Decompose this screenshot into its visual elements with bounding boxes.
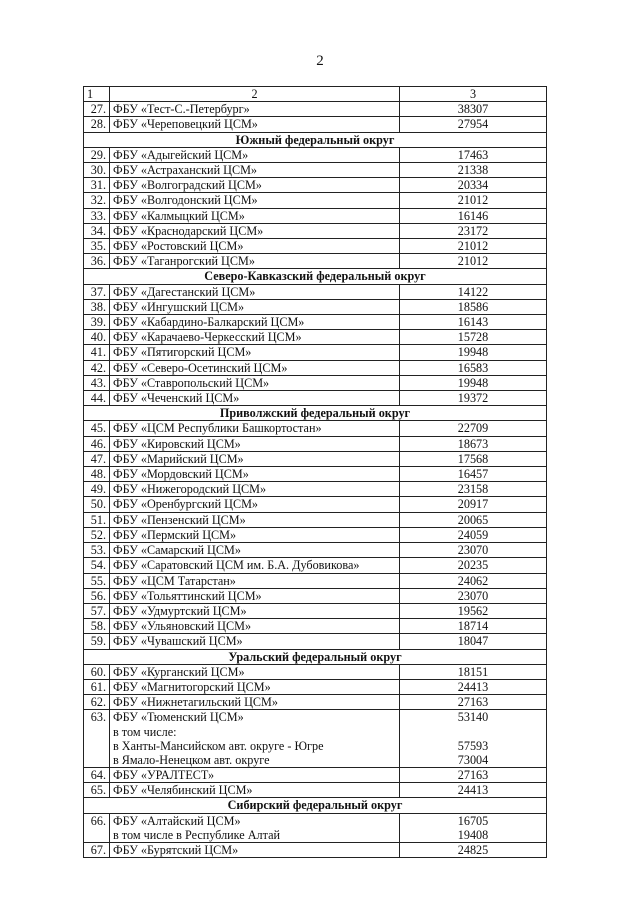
organization-name-line: ФБУ «Волгодонский ЦСМ» <box>113 193 258 208</box>
row-number: 42. <box>84 360 110 375</box>
value-cell <box>400 813 547 842</box>
organization-name-line: ФБУ «Адыгейский ЦСМ» <box>113 147 249 162</box>
table-row <box>84 239 547 254</box>
table-row <box>84 254 547 269</box>
row-number: 48. <box>84 467 110 482</box>
value-line: 21012 <box>457 193 489 208</box>
organization-cell <box>110 543 400 558</box>
organization-name-line: ФБУ «Марийский ЦСМ» <box>113 451 244 466</box>
value-line: 18586 <box>457 299 489 314</box>
page-number: 2 <box>316 53 324 69</box>
organization-name-line: ФБУ «Тольяттинский ЦСМ» <box>113 588 262 603</box>
value-cell <box>400 360 547 375</box>
value-line: 53140 <box>457 710 489 725</box>
table-row <box>84 223 547 238</box>
organization-name-line: ФБУ «Дагестанский ЦСМ» <box>113 284 256 299</box>
value-line: 16457 <box>457 467 489 482</box>
row-number: 58. <box>84 619 110 634</box>
value-line: 17463 <box>457 147 489 162</box>
row-number: 35. <box>84 239 110 254</box>
row-number: 43. <box>84 375 110 390</box>
section-header-row <box>84 406 547 421</box>
organization-cell <box>110 178 400 193</box>
value-line: 23172 <box>457 223 489 238</box>
table-row <box>84 783 547 798</box>
organization-cell <box>110 588 400 603</box>
table-row <box>84 147 547 162</box>
section-header-row <box>84 649 547 664</box>
row-number: 32. <box>84 193 110 208</box>
organization-name-line: ФБУ «ЦСМ Республики Башкортостан» <box>113 421 322 436</box>
value-cell <box>400 634 547 649</box>
value-line: 16705 <box>457 813 489 828</box>
row-number: 55. <box>84 573 110 588</box>
organization-cell <box>110 573 400 588</box>
value-line: 19948 <box>457 345 489 360</box>
value-cell <box>400 223 547 238</box>
table-row <box>84 512 547 527</box>
organization-name-line: ФБУ «Краснодарский ЦСМ» <box>113 223 264 238</box>
table-row <box>84 360 547 375</box>
organization-cell <box>110 497 400 512</box>
table-row <box>84 482 547 497</box>
value-line: 18673 <box>457 436 489 451</box>
value-line: 21012 <box>457 254 489 269</box>
value-cell <box>400 208 547 223</box>
organization-cell <box>110 299 400 314</box>
organization-cell <box>110 512 400 527</box>
organization-name-line: ФБУ «Ростовский ЦСМ» <box>113 239 244 254</box>
value-line: 23070 <box>457 588 489 603</box>
row-number: 30. <box>84 163 110 178</box>
table-row <box>84 345 547 360</box>
row-number: 66. <box>84 813 110 842</box>
organization-name-line: ФБУ «Карачаево-Черкесский ЦСМ» <box>113 330 302 345</box>
value-line: 21012 <box>457 239 489 254</box>
value-line: 19372 <box>457 391 489 406</box>
value-line: 23070 <box>457 543 489 558</box>
table-row <box>84 315 547 330</box>
value-line: 27954 <box>457 117 489 132</box>
table-row <box>84 813 547 842</box>
table-row <box>84 843 547 858</box>
organization-name-line: ФБУ «Оренбургский ЦСМ» <box>113 497 258 512</box>
organization-cell <box>110 619 400 634</box>
table-row <box>84 558 547 573</box>
value-line: 24825 <box>457 843 489 858</box>
value-cell <box>400 710 547 768</box>
organization-cell <box>110 451 400 466</box>
organization-name-line: ФБУ «Ульяновский ЦСМ» <box>113 619 252 634</box>
table-row <box>84 619 547 634</box>
section-header-row <box>84 132 547 147</box>
row-number: 29. <box>84 147 110 162</box>
value-cell <box>400 527 547 542</box>
value-cell <box>400 284 547 299</box>
organization-name-line: ФБУ «Кировский ЦСМ» <box>113 436 241 451</box>
table-row <box>84 436 547 451</box>
row-number: 37. <box>84 284 110 299</box>
value-line: 21338 <box>457 163 489 178</box>
row-number: 64. <box>84 768 110 783</box>
table-header-row <box>84 87 547 102</box>
tariff-table <box>83 86 547 858</box>
value-cell <box>400 783 547 798</box>
header-col-2: 2 <box>110 87 400 102</box>
organization-cell <box>110 482 400 497</box>
value-line: 20235 <box>457 558 489 573</box>
organization-name-line: ФБУ «Магнитогорский ЦСМ» <box>113 679 271 694</box>
row-number: 28. <box>84 117 110 132</box>
value-line: 20334 <box>457 178 489 193</box>
value-cell <box>400 497 547 512</box>
row-number: 65. <box>84 783 110 798</box>
value-cell <box>400 543 547 558</box>
organization-name-line: ФБУ «Тест-С.-Петербург» <box>113 102 250 117</box>
value-cell <box>400 619 547 634</box>
section-title: Сибирский федеральный округ <box>84 798 547 813</box>
value-cell <box>400 117 547 132</box>
value-line: 18714 <box>457 619 489 634</box>
table-row <box>84 421 547 436</box>
value-line: 27163 <box>457 768 489 783</box>
row-number: 61. <box>84 679 110 694</box>
organization-cell <box>110 360 400 375</box>
organization-cell <box>110 147 400 162</box>
organization-cell <box>110 634 400 649</box>
row-number: 44. <box>84 391 110 406</box>
table-row <box>84 768 547 783</box>
value-line: 16146 <box>457 208 489 223</box>
row-number: 50. <box>84 497 110 512</box>
value-cell <box>400 391 547 406</box>
value-cell <box>400 375 547 390</box>
section-title: Северо-Кавказский федеральный округ <box>84 269 547 284</box>
organization-cell <box>110 679 400 694</box>
organization-cell <box>110 284 400 299</box>
value-cell <box>400 193 547 208</box>
organization-name-line: в Ямало-Ненецком авт. округе <box>113 752 270 767</box>
table-row <box>84 679 547 694</box>
value-cell <box>400 163 547 178</box>
table-row <box>84 451 547 466</box>
organization-name-line: ФБУ «Курганский ЦСМ» <box>113 664 245 679</box>
value-line: 73004 <box>457 752 489 767</box>
table-row <box>84 527 547 542</box>
organization-cell <box>110 558 400 573</box>
organization-name-line: ФБУ «Удмуртский ЦСМ» <box>113 603 247 618</box>
organization-name-line: ФБУ «Волгоградский ЦСМ» <box>113 178 262 193</box>
value-cell <box>400 102 547 117</box>
organization-name-line: ФБУ «Пермский ЦСМ» <box>113 527 237 542</box>
organization-name-line: ФБУ «Алтайский ЦСМ» <box>113 813 241 828</box>
header-col-3: 3 <box>400 87 547 102</box>
value-cell <box>400 467 547 482</box>
row-number: 56. <box>84 588 110 603</box>
value-line: 19408 <box>457 827 489 842</box>
organization-cell <box>110 117 400 132</box>
value-line: 57593 <box>457 738 489 753</box>
organization-name-line: ФБУ «Таганрогский ЦСМ» <box>113 254 255 269</box>
organization-cell <box>110 391 400 406</box>
organization-name-line: в том числе в Республике Алтай <box>113 827 281 842</box>
table-row <box>84 588 547 603</box>
organization-name-line: ФБУ «Череповецкий ЦСМ» <box>113 117 258 132</box>
table-row <box>84 178 547 193</box>
table-row <box>84 664 547 679</box>
table-row <box>84 163 547 178</box>
value-line: 17568 <box>457 451 489 466</box>
organization-cell <box>110 527 400 542</box>
organization-cell <box>110 813 400 842</box>
table-row <box>84 375 547 390</box>
value-cell <box>400 254 547 269</box>
organization-name-line: ФБУ «Пензенский ЦСМ» <box>113 512 246 527</box>
value-cell <box>400 299 547 314</box>
row-number: 51. <box>84 512 110 527</box>
row-number: 46. <box>84 436 110 451</box>
table-row <box>84 284 547 299</box>
section-title: Южный федеральный округ <box>84 132 547 147</box>
organization-name-line: ФБУ «Северо-Осетинский ЦСМ» <box>113 360 288 375</box>
value-cell <box>400 679 547 694</box>
organization-name-line: ФБУ «Чувашский ЦСМ» <box>113 634 243 649</box>
value-line <box>403 725 543 739</box>
organization-cell <box>110 345 400 360</box>
value-cell <box>400 330 547 345</box>
organization-name-line: ФБУ «Пятигорский ЦСМ» <box>113 345 252 360</box>
row-number: 47. <box>84 451 110 466</box>
value-cell <box>400 345 547 360</box>
value-cell <box>400 178 547 193</box>
value-line: 19562 <box>457 603 489 618</box>
row-number: 34. <box>84 223 110 238</box>
row-number: 62. <box>84 695 110 710</box>
organization-name-line: ФБУ «Челябинский ЦСМ» <box>113 783 253 798</box>
value-cell <box>400 421 547 436</box>
row-number: 53. <box>84 543 110 558</box>
table-row <box>84 603 547 618</box>
organization-name-line: ФБУ «ЦСМ Татарстан» <box>113 573 236 588</box>
value-cell <box>400 558 547 573</box>
organization-cell <box>110 330 400 345</box>
row-number: 54. <box>84 558 110 573</box>
table-row <box>84 330 547 345</box>
organization-cell <box>110 163 400 178</box>
value-cell <box>400 695 547 710</box>
value-line: 24062 <box>457 573 489 588</box>
row-number: 52. <box>84 527 110 542</box>
organization-cell <box>110 436 400 451</box>
organization-cell <box>110 710 400 768</box>
organization-cell <box>110 239 400 254</box>
value-line: 38307 <box>457 102 489 117</box>
organization-cell <box>110 375 400 390</box>
organization-name-line: ФБУ «Саратовский ЦСМ им. Б.А. Дубовикова» <box>113 558 360 573</box>
value-cell <box>400 843 547 858</box>
value-cell <box>400 239 547 254</box>
row-number: 40. <box>84 330 110 345</box>
value-cell <box>400 664 547 679</box>
organization-name-line: ФБУ «Астраханский ЦСМ» <box>113 163 257 178</box>
table-row <box>84 467 547 482</box>
value-line: 14122 <box>457 284 489 299</box>
organization-name-line: ФБУ «УРАЛТЕСТ» <box>113 768 215 783</box>
organization-name-line: ФБУ «Тюменский ЦСМ» <box>113 710 244 725</box>
table-row <box>84 208 547 223</box>
value-cell <box>400 768 547 783</box>
table-row <box>84 573 547 588</box>
organization-name-line: ФБУ «Чеченский ЦСМ» <box>113 391 240 406</box>
value-cell <box>400 315 547 330</box>
organization-name-line: ФБУ «Калмыцкий ЦСМ» <box>113 208 245 223</box>
row-number: 49. <box>84 482 110 497</box>
value-cell <box>400 451 547 466</box>
table-row <box>84 299 547 314</box>
row-number: 27. <box>84 102 110 117</box>
organization-name-line: в том числе: <box>113 724 177 739</box>
organization-name-line: в Ханты-Мансийском авт. округе - Югре <box>113 738 324 753</box>
table-row <box>84 634 547 649</box>
row-number: 60. <box>84 664 110 679</box>
organization-name-line: ФБУ «Кабардино-Балкарский ЦСМ» <box>113 315 305 330</box>
row-number: 36. <box>84 254 110 269</box>
value-cell <box>400 147 547 162</box>
organization-name-line: ФБУ «Самарский ЦСМ» <box>113 543 241 558</box>
table-row <box>84 102 547 117</box>
organization-cell <box>110 843 400 858</box>
value-line: 24059 <box>457 527 489 542</box>
value-line: 27163 <box>457 695 489 710</box>
header-col-1: 1 <box>84 87 110 102</box>
value-line: 15728 <box>457 330 489 345</box>
row-number: 33. <box>84 208 110 223</box>
row-number: 38. <box>84 299 110 314</box>
value-cell <box>400 436 547 451</box>
value-line: 18047 <box>457 634 489 649</box>
table-row <box>84 710 547 768</box>
section-header-row <box>84 798 547 813</box>
table-row <box>84 543 547 558</box>
value-cell <box>400 482 547 497</box>
row-number: 41. <box>84 345 110 360</box>
organization-cell <box>110 223 400 238</box>
organization-name-line: ФБУ «Ставропольский ЦСМ» <box>113 375 270 390</box>
row-number: 45. <box>84 421 110 436</box>
row-number: 67. <box>84 843 110 858</box>
table-row <box>84 117 547 132</box>
table-row <box>84 193 547 208</box>
organization-name-line: ФБУ «Бурятский ЦСМ» <box>113 843 239 858</box>
table-row <box>84 695 547 710</box>
section-header-row <box>84 269 547 284</box>
value-line: 18151 <box>457 664 489 679</box>
table-body <box>84 87 547 858</box>
section-title: Уральский федеральный округ <box>84 649 547 664</box>
organization-name-line: ФБУ «Нижегородский ЦСМ» <box>113 482 267 497</box>
value-line: 16143 <box>457 315 489 330</box>
organization-cell <box>110 315 400 330</box>
organization-name-line: ФБУ «Мордовский ЦСМ» <box>113 467 249 482</box>
organization-cell <box>110 102 400 117</box>
value-line: 16583 <box>457 360 489 375</box>
section-title: Приволжский федеральный округ <box>84 406 547 421</box>
value-line: 19948 <box>457 375 489 390</box>
value-line: 20917 <box>457 497 489 512</box>
value-line: 24413 <box>457 783 489 798</box>
table-row <box>84 497 547 512</box>
organization-cell <box>110 421 400 436</box>
row-number: 31. <box>84 178 110 193</box>
value-line: 24413 <box>457 679 489 694</box>
organization-cell <box>110 783 400 798</box>
organization-cell <box>110 467 400 482</box>
organization-cell <box>110 695 400 710</box>
value-cell <box>400 573 547 588</box>
row-number: 57. <box>84 603 110 618</box>
value-line: 23158 <box>457 482 489 497</box>
row-number: 59. <box>84 634 110 649</box>
value-cell <box>400 512 547 527</box>
row-number: 63. <box>84 710 110 768</box>
row-number: 39. <box>84 315 110 330</box>
table-row <box>84 391 547 406</box>
organization-cell <box>110 603 400 618</box>
organization-cell <box>110 254 400 269</box>
organization-cell <box>110 193 400 208</box>
organization-name-line: ФБУ «Ингушский ЦСМ» <box>113 299 245 314</box>
organization-cell <box>110 664 400 679</box>
value-cell <box>400 603 547 618</box>
value-line: 22709 <box>457 421 489 436</box>
value-line: 20065 <box>457 512 489 527</box>
value-cell <box>400 588 547 603</box>
organization-name-line: ФБУ «Нижнетагильский ЦСМ» <box>113 695 278 710</box>
organization-cell <box>110 208 400 223</box>
organization-cell <box>110 768 400 783</box>
